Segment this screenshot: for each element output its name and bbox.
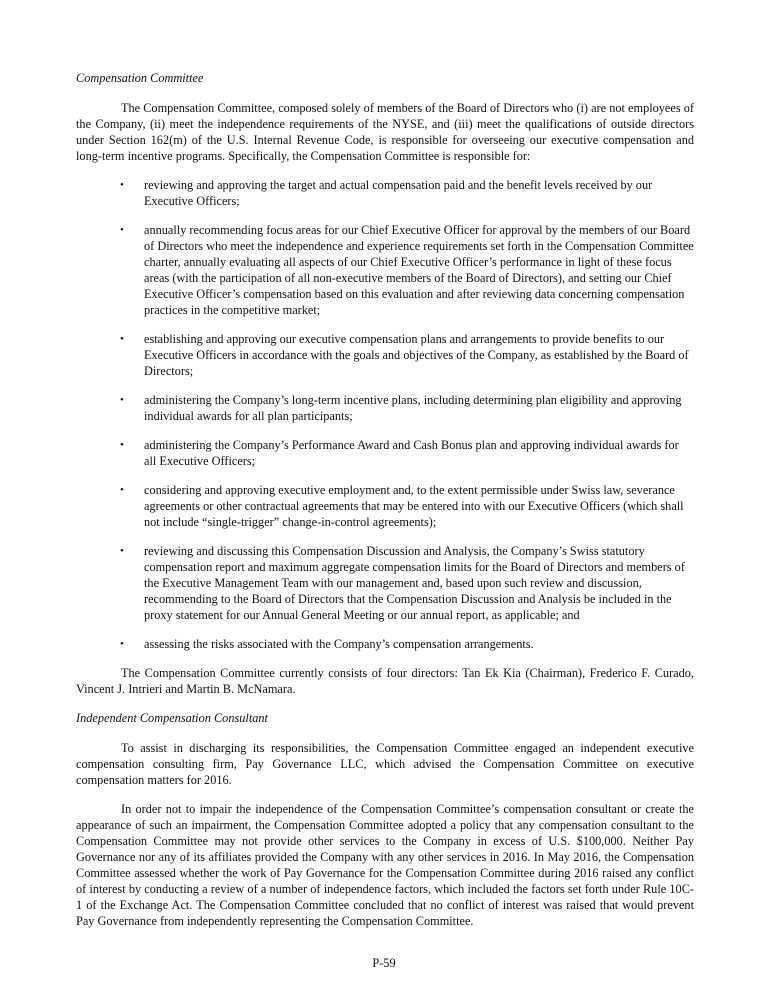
bullet-icon: • (120, 484, 124, 496)
list-item-text: assessing the risks associated with the Company’s compensation arrangements. (144, 637, 534, 651)
bullet-icon: • (120, 545, 124, 557)
consultant-paragraph-2: In order not to impair the independence of the Compensation Committee’s compensation consultant or create the appearance of such an impairment, the Compensation Committee adopted a policy that any compensation consultant to the Compensation Committee may not provide other services to the Company in excess of U.S. $100,000. Neither Pay Governance nor any of its affiliates provided the Company with any other services in 2016. In May 2016, the Compensation Committee assessed whether the work of Pay Governance for the Compensation Committee during 2016 raised any conflict of interest by conducting a review of a number of independence factors, which included the factors set forth under Rule 10C-1 of the Exchange Act. The Compensation Committee concluded that no conflict of interest was raised that would prevent Pay Governance from independently representing the Compensation Committee. (76, 802, 694, 928)
list-item (76, 222, 694, 318)
list-item (76, 177, 694, 209)
list-item (76, 636, 694, 652)
list-item-text: annually recommending focus areas for our Chief Executive Officer for approval by the members of our Board of Directors who meet the independence and experience requirements set forth in the Compensation Committee charter, annually evaluating all aspects of our Chief Executive Officer’s performance in light of these focus areas (with the participation of all non-executive members of the Board of Directors), and setting our Chief Executive Officer’s compensation based on this evaluation and after reviewing data concerning compensation practices in the competitive market; (144, 223, 694, 317)
page-body (76, 70, 694, 942)
committee-members-paragraph: The Compensation Committee currently consists of four directors: Tan Ek Kia (Chairman), Frederico F. Curado, Vincent J. Intrieri and Martin B. McNamara. (76, 666, 694, 696)
consultant-paragraph-1: To assist in discharging its responsibilities, the Compensation Committee engaged an independent executive compensation consulting firm, Pay Governance LLC, which advised the Compensation Committee on executive compensation matters for 2016. (76, 741, 694, 787)
bullet-icon: • (120, 333, 124, 345)
responsibilities-list (76, 177, 694, 652)
list-item-text: considering and approving executive employment and, to the extent permissible under Swiss law, severance agreements or other contractual agreements that may be entered into with our Executive Officers (which shall not include “single-trigger” change-in-control agreements); (144, 483, 684, 529)
list-item-text: establishing and approving our executive compensation plans and arrangements to provide benefits to our Executive Officers in accordance with the goals and objectives of the Company, as established by the Board of Directors; (144, 332, 689, 378)
bullet-icon: • (120, 394, 124, 406)
list-item-text: reviewing and discussing this Compensation Discussion and Analysis, the Company’s Swiss statutory compensation report and maximum aggregate compensation limits for the Board of Directors and members of the Executive Management Team with our management and, based upon such review and discussion, recommending to the Board of Directors that the Compensation Discussion and Analysis be included in the proxy statement for our Annual General Meeting or our annual report, as applicable; and (144, 544, 685, 622)
page-number: P-59 (372, 956, 396, 970)
list-item-text: administering the Company’s long-term incentive plans, including determining plan eligibility and approving individual awards for all plan participants; (144, 393, 682, 423)
compensation-committee-intro: The Compensation Committee, composed solely of members of the Board of Directors who (i) are not employees of the Company, (ii) meet the independence requirements of the NYSE, and (iii) meet the qualifications of outside directors under Section 162(m) of the U.S. Internal Revenue Code, is responsible for overseeing our executive compensation and long-term incentive programs. Specifically, the Compensation Committee is responsible for: (76, 101, 694, 163)
list-item (76, 392, 694, 424)
bullet-icon: • (120, 224, 124, 236)
section-heading-compensation-committee: Compensation Committee (76, 71, 204, 85)
list-item (76, 543, 694, 623)
bullet-icon: • (120, 439, 124, 451)
list-item (76, 331, 694, 379)
list-item-text: reviewing and approving the target and actual compensation paid and the benefit levels received by our Executive Officers; (144, 178, 653, 208)
section-heading-independent-consultant: Independent Compensation Consultant (76, 711, 268, 725)
list-item (76, 482, 694, 530)
list-item-text: administering the Company’s Performance Award and Cash Bonus plan and approving individual awards for all Executive Officers; (144, 438, 679, 468)
list-item (76, 437, 694, 469)
bullet-icon: • (120, 179, 124, 191)
bullet-icon: • (120, 638, 124, 650)
